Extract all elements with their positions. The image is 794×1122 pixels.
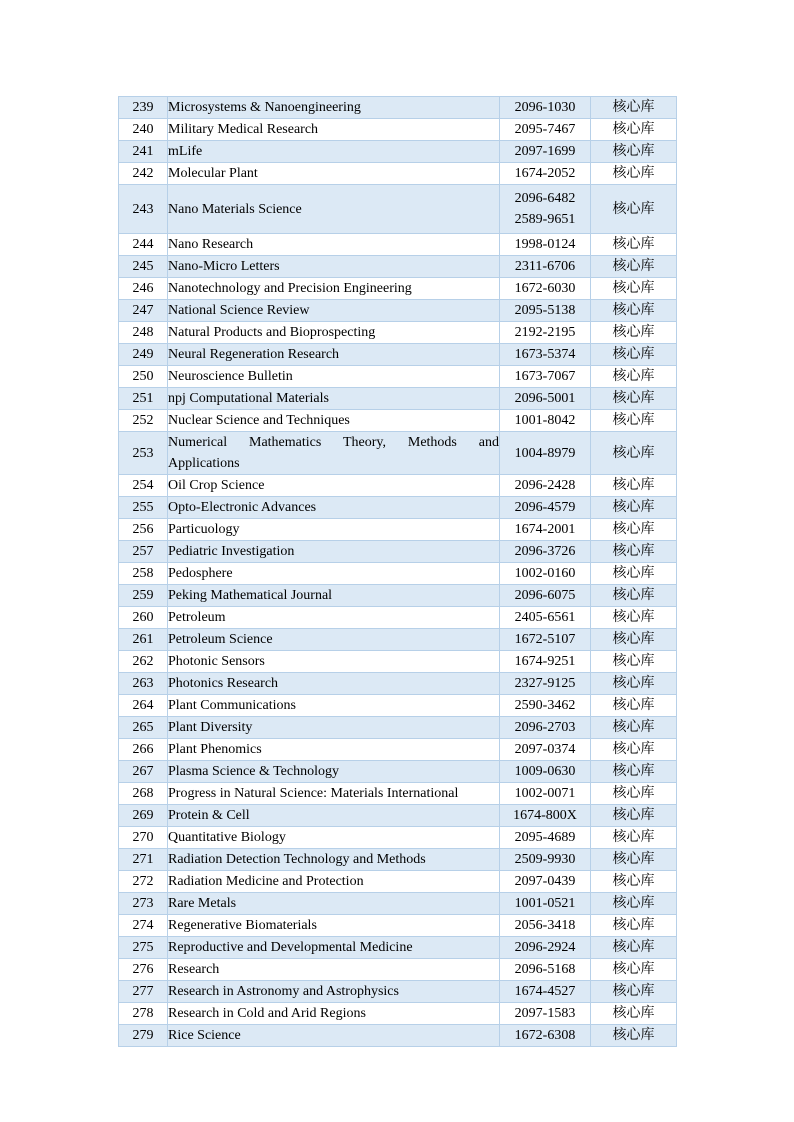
- row-number-cell: 275: [119, 937, 168, 959]
- journal-name-cell: Protein & Cell: [168, 805, 500, 827]
- journal-name-cell: Photonic Sensors: [168, 651, 500, 673]
- journal-name-cell: Plant Phenomics: [168, 739, 500, 761]
- table-row: [119, 673, 677, 695]
- row-number-cell: 261: [119, 629, 168, 651]
- issn-cell: [500, 234, 591, 256]
- row-number-cell: 259: [119, 585, 168, 607]
- table-row: [119, 981, 677, 1003]
- table-row: [119, 915, 677, 937]
- table-row: [119, 366, 677, 388]
- journal-name-cell: Quantitative Biology: [168, 827, 500, 849]
- tier-cell: 核心库: [591, 322, 677, 344]
- tier-cell: 核心库: [591, 607, 677, 629]
- issn-cell: [500, 1025, 591, 1047]
- issn-cell: [500, 97, 591, 119]
- issn-line: 2097-0439: [514, 874, 576, 889]
- issn-line: 1001-0521: [514, 896, 576, 911]
- issn-line: 2509-9930: [514, 852, 576, 867]
- journal-name-cell: Nano Research: [168, 234, 500, 256]
- issn-line: 1674-800X: [513, 808, 577, 823]
- tier-cell: 核心库: [591, 981, 677, 1003]
- issn-cell: [500, 717, 591, 739]
- row-number-cell: 241: [119, 141, 168, 163]
- journal-name-cell: Opto-Electronic Advances: [168, 497, 500, 519]
- row-number-cell: 258: [119, 563, 168, 585]
- table-row: [119, 827, 677, 849]
- row-number-cell: 265: [119, 717, 168, 739]
- tier-cell: 核心库: [591, 410, 677, 432]
- issn-cell: [500, 981, 591, 1003]
- issn-line: 2096-2703: [514, 720, 576, 735]
- tier-cell: 核心库: [591, 541, 677, 563]
- table-row: [119, 475, 677, 497]
- row-number-cell: 279: [119, 1025, 168, 1047]
- journal-name-cell: Peking Mathematical Journal: [168, 585, 500, 607]
- journal-table: [118, 96, 677, 1047]
- table-row: [119, 410, 677, 432]
- issn-line: 2096-2924: [514, 940, 576, 955]
- tier-cell: 核心库: [591, 519, 677, 541]
- journal-name-cell: Regenerative Biomaterials: [168, 915, 500, 937]
- table-row: [119, 651, 677, 673]
- issn-line: 1672-5107: [514, 632, 576, 647]
- issn-cell: [500, 783, 591, 805]
- table-row: [119, 497, 677, 519]
- row-number-cell: 274: [119, 915, 168, 937]
- issn-line: 1002-0071: [514, 786, 576, 801]
- issn-line: 1674-2052: [514, 166, 576, 181]
- table-row: [119, 541, 677, 563]
- row-number-cell: 240: [119, 119, 168, 141]
- row-number-cell: 254: [119, 475, 168, 497]
- tier-cell: 核心库: [591, 783, 677, 805]
- journal-name-cell: Progress in Natural Science: Materials International: [168, 783, 500, 805]
- journal-name-cell: Nano Materials Science: [168, 185, 500, 234]
- issn-line: 2096-4579: [514, 500, 576, 515]
- issn-cell: [500, 607, 591, 629]
- row-number-cell: 277: [119, 981, 168, 1003]
- row-number-cell: 270: [119, 827, 168, 849]
- table-row: [119, 1025, 677, 1047]
- table-row: [119, 300, 677, 322]
- row-number-cell: 264: [119, 695, 168, 717]
- tier-cell: 核心库: [591, 651, 677, 673]
- issn-line: 2096-5168: [514, 962, 576, 977]
- issn-cell: [500, 519, 591, 541]
- issn-cell: [500, 959, 591, 981]
- table-row: [119, 234, 677, 256]
- issn-cell: [500, 915, 591, 937]
- tier-cell: 核心库: [591, 893, 677, 915]
- tier-cell: 核心库: [591, 585, 677, 607]
- tier-cell: 核心库: [591, 388, 677, 410]
- journal-name-cell: Natural Products and Bioprospecting: [168, 322, 500, 344]
- issn-line: 2096-6075: [514, 588, 576, 603]
- issn-cell: [500, 563, 591, 585]
- issn-cell: [500, 388, 591, 410]
- issn-line: 1002-0160: [514, 566, 576, 581]
- journal-name-cell: Plasma Science & Technology: [168, 761, 500, 783]
- tier-cell: 核心库: [591, 761, 677, 783]
- row-number-cell: 266: [119, 739, 168, 761]
- issn-line: 2096-1030: [514, 100, 576, 115]
- issn-line: 2192-2195: [514, 325, 576, 340]
- table-row: [119, 322, 677, 344]
- row-number-cell: 263: [119, 673, 168, 695]
- table-row: [119, 607, 677, 629]
- issn-cell: [500, 651, 591, 673]
- journal-name-cell: Rare Metals: [168, 893, 500, 915]
- row-number-cell: 245: [119, 256, 168, 278]
- row-number-cell: 262: [119, 651, 168, 673]
- issn-cell: [500, 344, 591, 366]
- tier-cell: 核心库: [591, 234, 677, 256]
- journal-name-cell: npj Computational Materials: [168, 388, 500, 410]
- issn-cell: [500, 185, 591, 234]
- journal-name-cell: Radiation Detection Technology and Methods: [168, 849, 500, 871]
- table-row: [119, 141, 677, 163]
- row-number-cell: 256: [119, 519, 168, 541]
- journal-name-cell: Research: [168, 959, 500, 981]
- issn-cell: [500, 739, 591, 761]
- journal-name-cell: Research in Astronomy and Astrophysics: [168, 981, 500, 1003]
- table-row: [119, 119, 677, 141]
- journal-name-cell: Reproductive and Developmental Medicine: [168, 937, 500, 959]
- tier-cell: 核心库: [591, 695, 677, 717]
- journal-name-cell: Photonics Research: [168, 673, 500, 695]
- tier-cell: 核心库: [591, 871, 677, 893]
- tier-cell: 核心库: [591, 432, 677, 475]
- tier-cell: 核心库: [591, 849, 677, 871]
- issn-line: 1674-4527: [514, 984, 576, 999]
- issn-cell: [500, 541, 591, 563]
- row-number-cell: 267: [119, 761, 168, 783]
- tier-cell: 核心库: [591, 278, 677, 300]
- table-row: [119, 739, 677, 761]
- issn-line: 1674-2001: [514, 522, 576, 537]
- issn-cell: [500, 141, 591, 163]
- issn-cell: [500, 410, 591, 432]
- issn-cell: [500, 475, 591, 497]
- row-number-cell: 251: [119, 388, 168, 410]
- issn-line: 1672-6030: [514, 281, 576, 296]
- issn-line: 2095-4689: [514, 830, 576, 845]
- tier-cell: 核心库: [591, 827, 677, 849]
- journal-name-cell: Pedosphere: [168, 563, 500, 585]
- tier-cell: 核心库: [591, 119, 677, 141]
- issn-line: 1001-8042: [514, 413, 576, 428]
- table-row: [119, 783, 677, 805]
- row-number-cell: 244: [119, 234, 168, 256]
- tier-cell: 核心库: [591, 717, 677, 739]
- journal-name-cell: Neuroscience Bulletin: [168, 366, 500, 388]
- table-row: [119, 761, 677, 783]
- issn-cell: [500, 278, 591, 300]
- issn-cell: [500, 937, 591, 959]
- issn-line: 1672-6308: [514, 1028, 576, 1043]
- issn-cell: [500, 256, 591, 278]
- row-number-cell: 255: [119, 497, 168, 519]
- issn-line: 2311-6706: [514, 259, 576, 274]
- tier-cell: 核心库: [591, 805, 677, 827]
- table-row: [119, 344, 677, 366]
- issn-line: 2405-6561: [514, 610, 576, 625]
- table-row: [119, 1003, 677, 1025]
- tier-cell: 核心库: [591, 344, 677, 366]
- issn-cell: [500, 585, 591, 607]
- row-number-cell: 249: [119, 344, 168, 366]
- issn-cell: [500, 805, 591, 827]
- table-row: [119, 278, 677, 300]
- tier-cell: 核心库: [591, 475, 677, 497]
- issn-cell: [500, 366, 591, 388]
- issn-line: 2095-7467: [514, 122, 576, 137]
- table-row: [119, 97, 677, 119]
- tier-cell: 核心库: [591, 366, 677, 388]
- table-row: [119, 163, 677, 185]
- row-number-cell: 271: [119, 849, 168, 871]
- tier-cell: 核心库: [591, 673, 677, 695]
- row-number-cell: 253: [119, 432, 168, 475]
- issn-line: 1673-7067: [514, 369, 576, 384]
- table-row: [119, 893, 677, 915]
- table-row: [119, 585, 677, 607]
- issn-cell: [500, 432, 591, 475]
- issn-cell: [500, 695, 591, 717]
- issn-cell: [500, 871, 591, 893]
- table-row: [119, 695, 677, 717]
- issn-line: 2589-9651: [514, 212, 576, 227]
- issn-cell: [500, 893, 591, 915]
- issn-line: 2096-3726: [514, 544, 576, 559]
- row-number-cell: 257: [119, 541, 168, 563]
- issn-line: 2096-5001: [514, 391, 576, 406]
- issn-line: 2590-3462: [514, 698, 576, 713]
- journal-name-cell: Radiation Medicine and Protection: [168, 871, 500, 893]
- row-number-cell: 260: [119, 607, 168, 629]
- journal-name-cell: Plant Communications: [168, 695, 500, 717]
- journal-name-cell: Pediatric Investigation: [168, 541, 500, 563]
- issn-line: 2097-1583: [514, 1006, 576, 1021]
- journal-name-cell: National Science Review: [168, 300, 500, 322]
- table-row: [119, 805, 677, 827]
- issn-cell: [500, 673, 591, 695]
- issn-cell: [500, 119, 591, 141]
- row-number-cell: 276: [119, 959, 168, 981]
- journal-name-cell: Nuclear Science and Techniques: [168, 410, 500, 432]
- table-row: [119, 563, 677, 585]
- issn-cell: [500, 497, 591, 519]
- table-row: [119, 937, 677, 959]
- tier-cell: 核心库: [591, 185, 677, 234]
- table-row: [119, 849, 677, 871]
- row-number-cell: 273: [119, 893, 168, 915]
- row-number-cell: 278: [119, 1003, 168, 1025]
- tier-cell: 核心库: [591, 141, 677, 163]
- issn-cell: [500, 163, 591, 185]
- journal-name-cell: Rice Science: [168, 1025, 500, 1047]
- issn-line: 1674-9251: [514, 654, 576, 669]
- table-row: [119, 717, 677, 739]
- issn-cell: [500, 300, 591, 322]
- journal-name-cell: Petroleum Science: [168, 629, 500, 651]
- row-number-cell: 248: [119, 322, 168, 344]
- row-number-cell: 268: [119, 783, 168, 805]
- tier-cell: 核心库: [591, 915, 677, 937]
- tier-cell: 核心库: [591, 163, 677, 185]
- table-row: [119, 519, 677, 541]
- journal-name-cell: Oil Crop Science: [168, 475, 500, 497]
- issn-line: 1009-0630: [514, 764, 576, 779]
- issn-cell: [500, 761, 591, 783]
- issn-line: 1004-8979: [514, 445, 576, 461]
- journal-table-body: [119, 97, 677, 1047]
- tier-cell: 核心库: [591, 497, 677, 519]
- journal-name-cell: Nano-Micro Letters: [168, 256, 500, 278]
- journal-name-cell: Petroleum: [168, 607, 500, 629]
- journal-name-cell: Microsystems & Nanoengineering: [168, 97, 500, 119]
- tier-cell: 核心库: [591, 563, 677, 585]
- issn-line: 2056-3418: [514, 918, 576, 933]
- journal-name-cell: Neural Regeneration Research: [168, 344, 500, 366]
- journal-name-cell: Molecular Plant: [168, 163, 500, 185]
- table-row: [119, 256, 677, 278]
- tier-cell: 核心库: [591, 256, 677, 278]
- tier-cell: 核心库: [591, 937, 677, 959]
- row-number-cell: 243: [119, 185, 168, 234]
- issn-cell: [500, 1003, 591, 1025]
- journal-name-cell: Particuology: [168, 519, 500, 541]
- tier-cell: 核心库: [591, 1025, 677, 1047]
- tier-cell: 核心库: [591, 959, 677, 981]
- issn-line: 1673-5374: [514, 347, 576, 362]
- table-row: [119, 185, 677, 234]
- issn-line: 2095-5138: [514, 303, 576, 318]
- row-number-cell: 250: [119, 366, 168, 388]
- row-number-cell: 246: [119, 278, 168, 300]
- journal-name-cell: Military Medical Research: [168, 119, 500, 141]
- tier-cell: 核心库: [591, 739, 677, 761]
- issn-line: 2327-9125: [514, 676, 576, 691]
- journal-name-cell: Research in Cold and Arid Regions: [168, 1003, 500, 1025]
- table-row: [119, 871, 677, 893]
- row-number-cell: 247: [119, 300, 168, 322]
- row-number-cell: 252: [119, 410, 168, 432]
- issn-cell: [500, 629, 591, 651]
- row-number-cell: 269: [119, 805, 168, 827]
- row-number-cell: 239: [119, 97, 168, 119]
- issn-cell: [500, 322, 591, 344]
- table-row: [119, 629, 677, 651]
- tier-cell: 核心库: [591, 300, 677, 322]
- issn-cell: [500, 849, 591, 871]
- table-row: [119, 432, 677, 475]
- row-number-cell: 242: [119, 163, 168, 185]
- issn-line: 1998-0124: [514, 237, 576, 252]
- tier-cell: 核心库: [591, 629, 677, 651]
- table-row: [119, 959, 677, 981]
- issn-cell: [500, 827, 591, 849]
- journal-name-cell: Numerical Mathematics Theory, Methods and Applications: [168, 432, 500, 475]
- issn-line: 2096-2428: [514, 478, 576, 493]
- table-row: [119, 388, 677, 410]
- journal-name-cell: mLife: [168, 141, 500, 163]
- issn-line: 2097-1699: [514, 144, 576, 159]
- issn-line: 2097-0374: [514, 742, 576, 757]
- journal-name-cell: Nanotechnology and Precision Engineering: [168, 278, 500, 300]
- journal-name-cell: Plant Diversity: [168, 717, 500, 739]
- issn-line: 2096-6482: [514, 191, 576, 206]
- row-number-cell: 272: [119, 871, 168, 893]
- tier-cell: 核心库: [591, 1003, 677, 1025]
- tier-cell: 核心库: [591, 97, 677, 119]
